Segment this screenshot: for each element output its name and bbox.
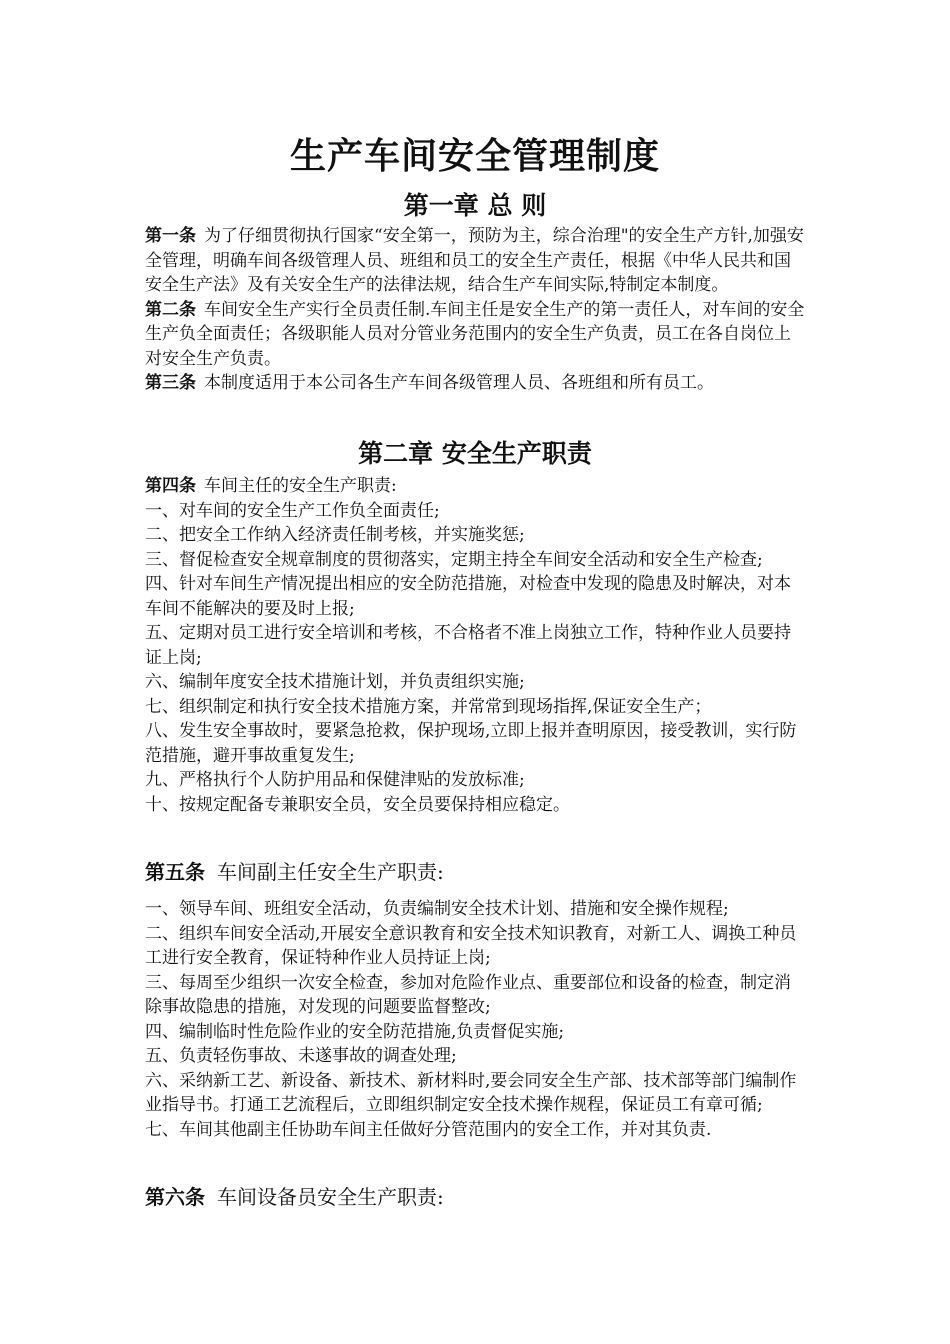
article-4-text: 车间主任的安全生产职责: — [204, 476, 397, 496]
chapter2-heading: 第二章 安全生产职责 — [358, 439, 592, 468]
article-6 — [145, 1183, 805, 1211]
article-6-label: 第六条 — [145, 1185, 205, 1209]
list-item: 五、定期对员工进行安全培训和考核，不合格者不准上岗独立工作，特种作业人员要持证上岗; — [145, 623, 791, 668]
article-5-label: 第五条 — [145, 860, 205, 884]
article-3 — [145, 371, 805, 396]
list-item: 五、负责轻伤事故、未遂事故的调查处理; — [145, 1046, 457, 1066]
list-item: 四、编制临时性危险作业的安全防范措施,负责督促实施; — [145, 1021, 565, 1042]
article-4-label: 第四条 — [145, 476, 196, 496]
article-1 — [145, 224, 805, 298]
list-item: 三、每周至少组织一次安全检查，参加对危险作业点、重要部位和设备的检查，制定消除事故隐患的措施，对发现的问题要监督整改; — [145, 972, 791, 1017]
chapter1-articles — [145, 224, 805, 396]
list-item: 七、车间其他副主任协助车间主任做好分管范围内的安全工作，并对其负责. — [145, 1119, 712, 1140]
article-5-text: 车间副主任安全生产职责: — [217, 860, 444, 884]
list-item: 三、督促检查安全规章制度的贯彻落实，定期主持全车间安全活动和安全生产检查; — [145, 549, 763, 570]
article-1-label: 第一条 — [145, 226, 196, 246]
list-item: 十、按规定配备专兼职安全员，安全员要保持相应稳定。 — [145, 794, 570, 815]
list-item: 四、针对车间生产情况提出相应的安全防范措施，对检查中发现的隐患及时解决，对本车间不能解决的要及时上报; — [145, 574, 791, 619]
article-3-text: 本制度适用于本公司各生产车间各级管理人员、各班组和所有员工。 — [204, 373, 714, 393]
list-item: 二、组织车间安全活动,开展安全意识教育和安全技术知识教育，对新工人、调换工种员工进行安全教育，保证特种作业人员持证上岗; — [145, 923, 797, 968]
article-1-text: 为了仔细贯彻执行国家“安全第一，预防为主，综合治理"的安全生产方针,加强安全管理，明确车间各级管理人员、班组和员工的安全生产责任，根据《中华人民共和国安全生产法》及有关安全生产的法律法规，结合生产车间实际,特制定本制度。 — [145, 226, 804, 295]
article-3-label: 第三条 — [145, 373, 196, 393]
article-2 — [145, 298, 805, 372]
article-4-block — [145, 474, 805, 817]
list-item: 二、把安全工作纳入经济责任制考核，并实施奖惩; — [145, 525, 525, 545]
list-item: 一、对车间的安全生产工作负全面责任; — [145, 500, 440, 521]
list-item: 六、编制年度安全技术措施计划，并负责组织实施; — [145, 672, 525, 692]
list-item: 九、严格执行个人防护用品和保健津贴的发放标准; — [145, 770, 525, 790]
article-2-text: 车间安全生产实行全员责任制.车间主任是安全生产的第一责任人，对车间的安全生产负全面责任；各级职能人员对分管业务范围内的安全生产负责，员工在各自岗位上对安全生产负责。 — [145, 299, 805, 369]
article-6-text: 车间设备员安全生产职责: — [217, 1185, 444, 1209]
article-5-block — [145, 897, 805, 1142]
list-item: 八、发生安全事故时，要紧急抢救，保护现场,立即上报并查明原因，接受教训，实行防范措施，避开事故重复发生; — [145, 721, 797, 766]
article-2-label: 第二条 — [145, 299, 196, 320]
list-item: 一、领导车间、班组安全活动，负责编制安全技术计划、措施和安全操作规程; — [145, 899, 729, 919]
document-title: 生产车间安全管理制度 — [289, 135, 660, 177]
article-5 — [145, 858, 805, 886]
list-item: 六、采纳新工艺、新设备、新技术、新材料时,要会同安全生产部、技术部等部门编制作业指导书。打通工艺流程后，立即组织制定安全技术操作规程，保证员工有章可循; — [145, 1070, 797, 1115]
article-4 — [145, 474, 805, 499]
list-item: 七、组织制定和执行安全技术措施方案，并常常到现场指挥,保证安全生产； — [145, 696, 712, 717]
chapter1-heading: 第一章 总 则 — [403, 191, 547, 220]
